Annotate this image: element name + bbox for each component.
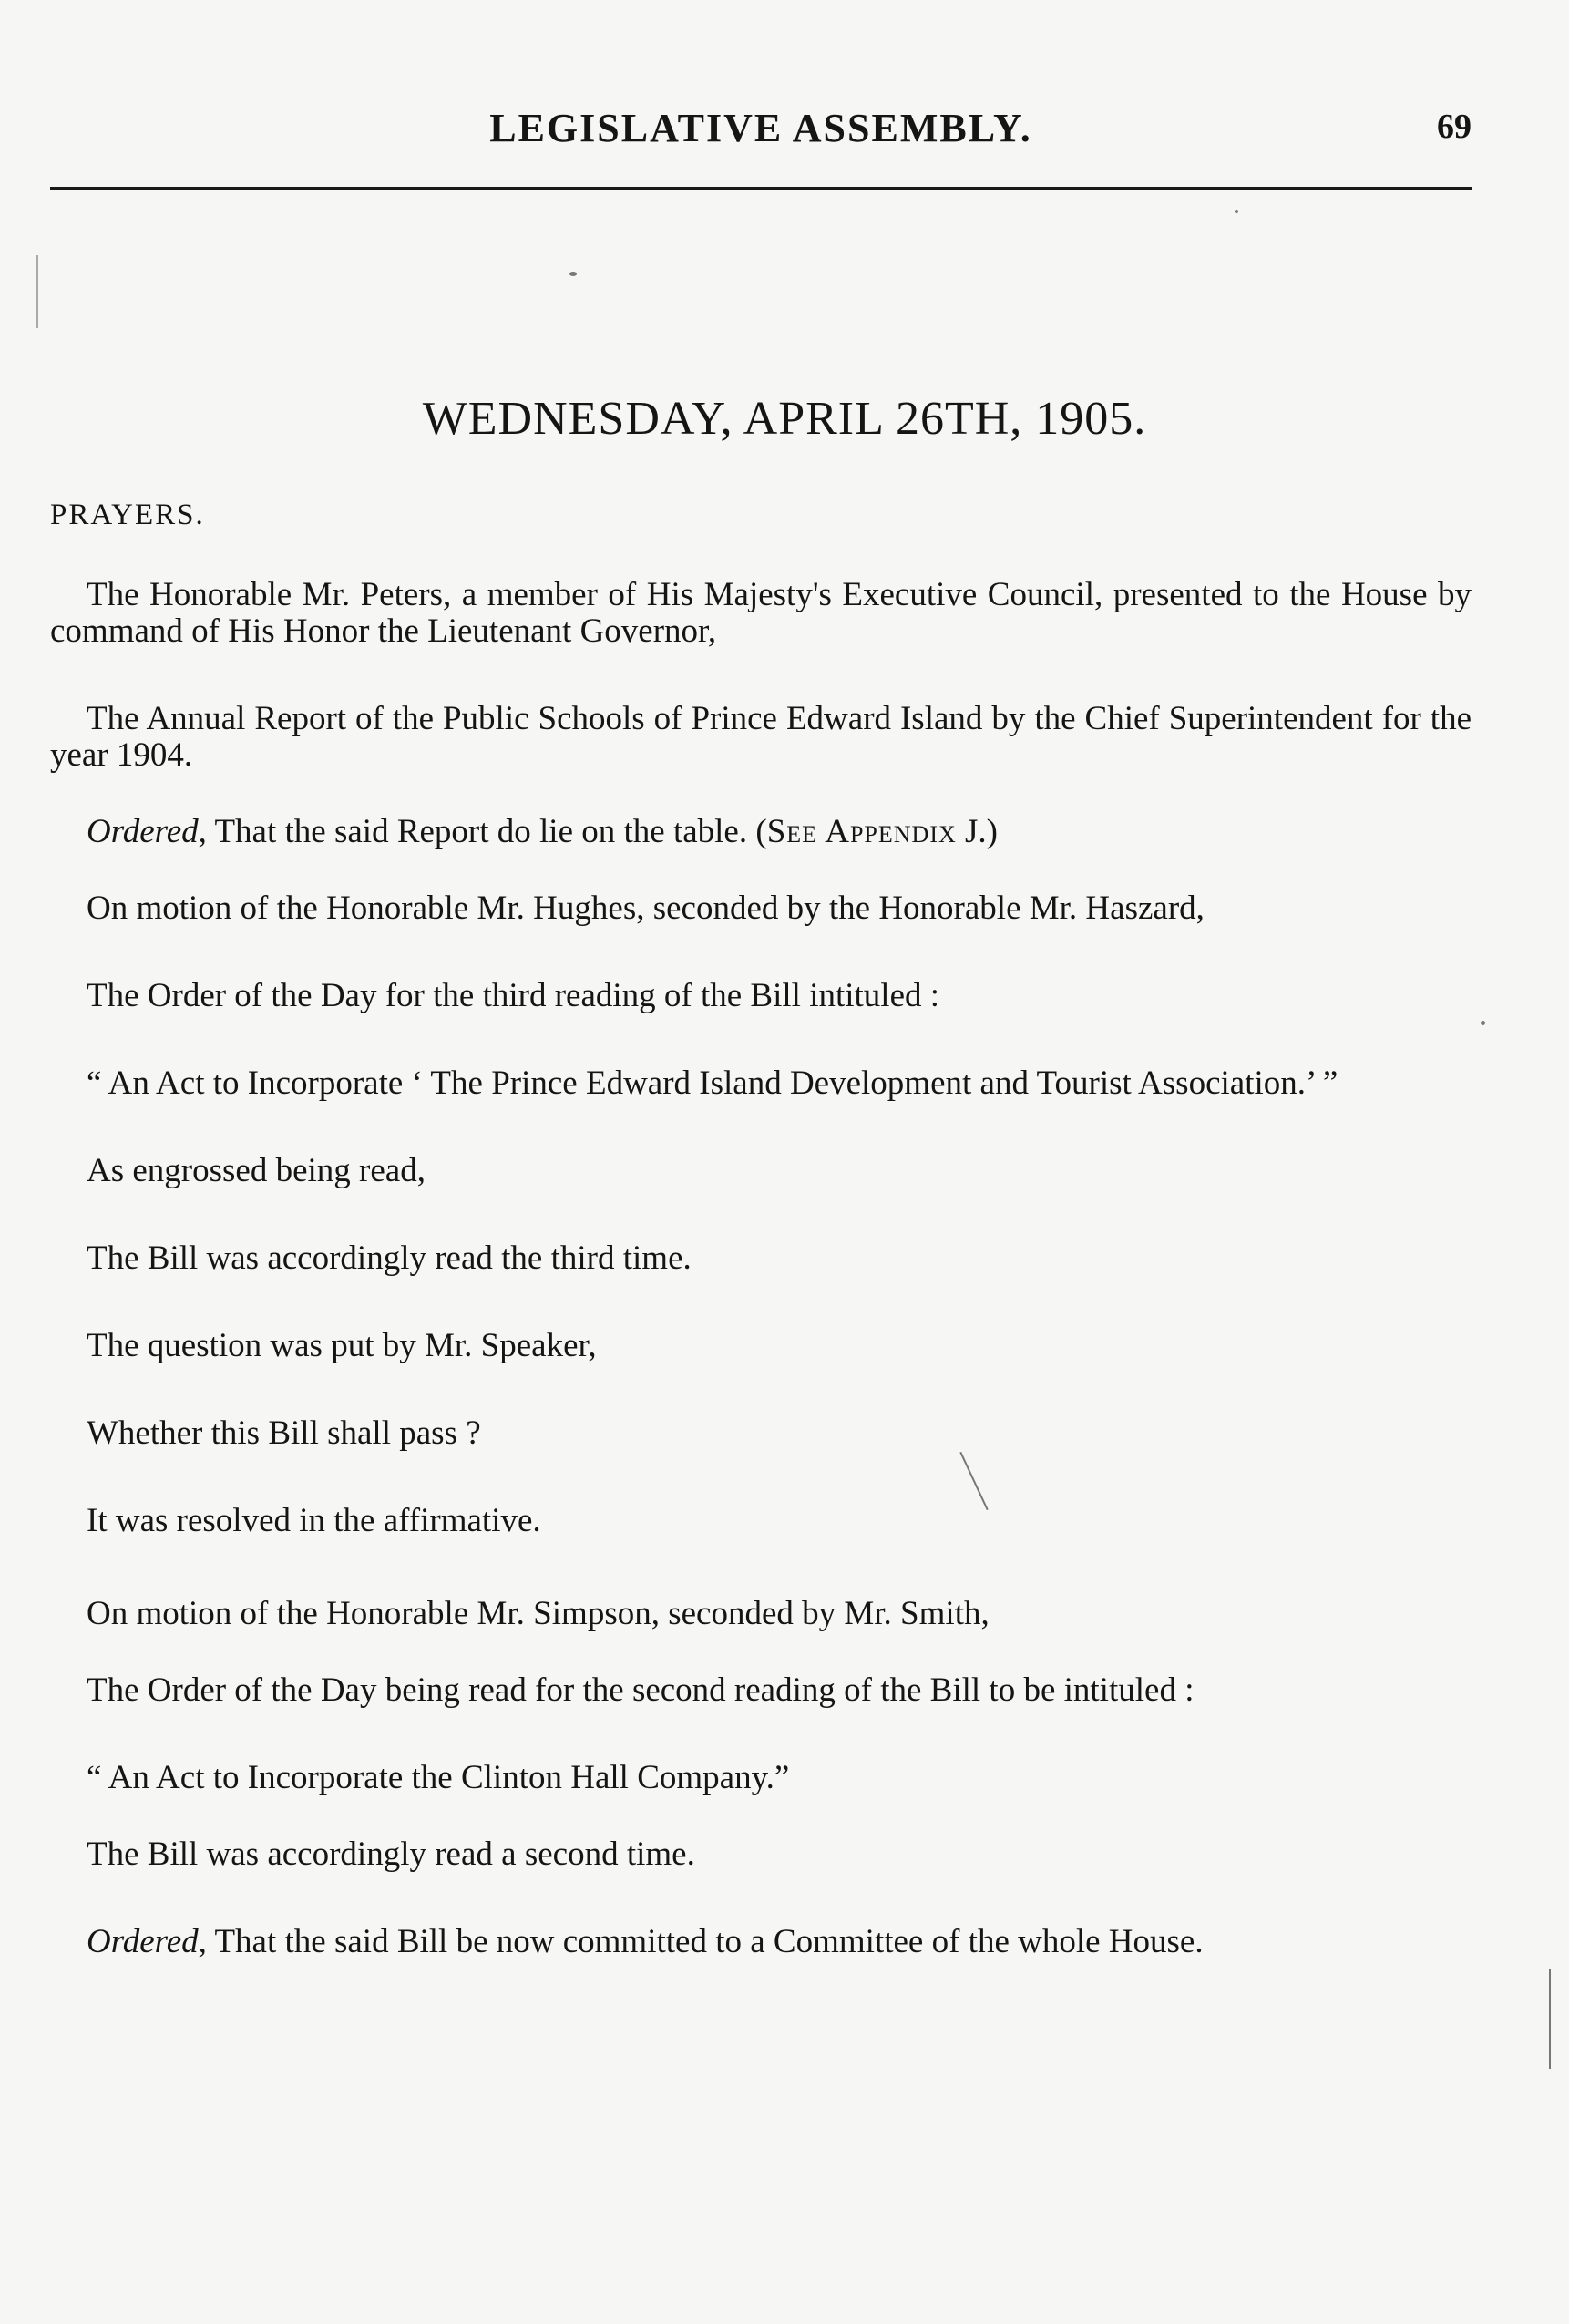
paragraph-bill-title-tourist: “ An Act to Incorporate ‘ The Prince Edward Island Development and Tourist Association.’ ” bbox=[87, 1064, 1338, 1102]
paragraph-order-second-reading: The Order of the Day being read for the second reading of the Bill to be intituled : bbox=[87, 1671, 1195, 1709]
header-rule bbox=[50, 187, 1472, 190]
ordered-label: Ordered, bbox=[87, 813, 207, 850]
paragraph-annual-report: The Annual Report of the Public Schools of Prince Edward Island by the Chief Superintendent for the year 1904. bbox=[50, 700, 1472, 774]
scan-speck bbox=[1481, 1021, 1485, 1025]
page-header bbox=[50, 105, 1472, 159]
appendix-ref-appendix: Appendix bbox=[817, 813, 957, 850]
paragraph-resolved: It was resolved in the affirmative. bbox=[87, 1502, 541, 1539]
paragraph-bill-title-clinton: “ An Act to Incorporate the Clinton Hall Company.” bbox=[87, 1759, 790, 1796]
scan-speck bbox=[569, 272, 577, 276]
paragraph-order-third-reading: The Order of the Day for the third reading of the Bill intituled : bbox=[87, 977, 940, 1014]
running-title: LEGISLATIVE ASSEMBLY. bbox=[489, 106, 1032, 150]
scan-crack bbox=[36, 255, 38, 328]
scan-speck bbox=[1235, 210, 1238, 213]
paragraph-motion-simpson: On motion of the Honorable Mr. Simpson, seconded by Mr. Smith, bbox=[87, 1595, 990, 1632]
paragraph-question-put: The question was put by Mr. Speaker, bbox=[87, 1327, 597, 1364]
paragraph-peters-presented: The Honorable Mr. Peters, a member of His Majesty's Executive Council, presented to the House by command of His Honor the Lieutenant Governor, bbox=[50, 576, 1472, 650]
appendix-ref-see: See bbox=[766, 813, 818, 850]
paragraph-motion-hughes: On motion of the Honorable Mr. Hughes, seconded by the Honorable Mr. Haszard, bbox=[87, 889, 1205, 927]
paragraph-ordered-committee bbox=[50, 1924, 1472, 1960]
appendix-ref-open: ( bbox=[747, 813, 767, 850]
paragraph-whether-pass: Whether this Bill shall pass ? bbox=[87, 1414, 481, 1452]
appendix-ref-close: J.) bbox=[956, 813, 998, 850]
paragraph-ordered-report bbox=[50, 814, 1472, 850]
body-text bbox=[50, 497, 1472, 2011]
scan-crack bbox=[1549, 1969, 1551, 2069]
page-number: 69 bbox=[1437, 108, 1472, 146]
date-heading: WEDNESDAY, APRIL 26TH, 1905. bbox=[422, 393, 1147, 445]
paragraph-second-time: The Bill was accordingly read a second time. bbox=[87, 1836, 695, 1873]
ordered-label: Ordered, bbox=[87, 1923, 207, 1960]
paragraph-third-time: The Bill was accordingly read the third time. bbox=[87, 1239, 692, 1277]
prayers-heading: PRAYERS. bbox=[50, 499, 205, 531]
ordered-text: That the said Report do lie on the table. bbox=[206, 813, 748, 850]
paragraph-engrossed: As engrossed being read, bbox=[87, 1152, 426, 1189]
ordered-text: That the said Bill be now committed to a Committee of the whole House. bbox=[206, 1923, 1204, 1960]
